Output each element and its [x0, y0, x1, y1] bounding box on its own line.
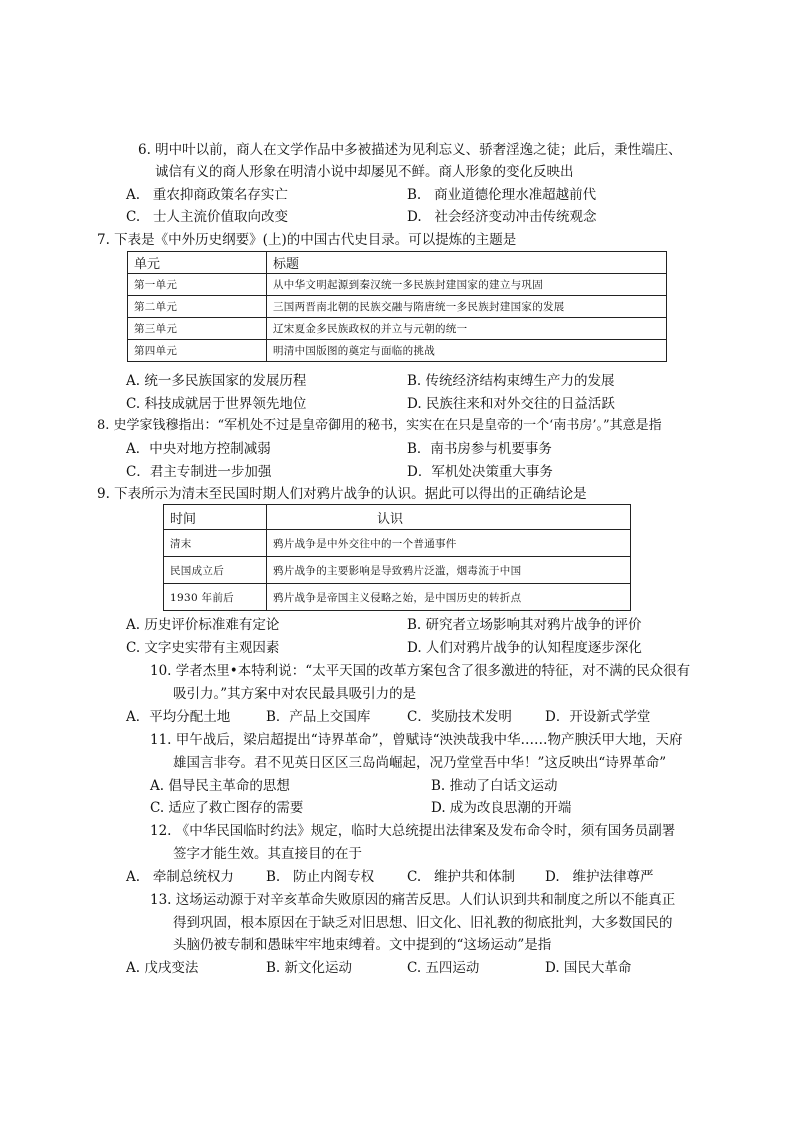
q12-stem-line2: 签字才能生效。其直接目的在于	[173, 846, 362, 862]
q8-option-d: D．军机处决策重大事务	[407, 464, 553, 480]
q7-option-d: D. 民族往来和对外交往的日益活跃	[407, 396, 615, 412]
q8-option-a: A．中央对地方控制减弱	[126, 441, 271, 457]
table-cell: 清末	[164, 530, 267, 557]
q12-option-c: C. 维护共和体制	[407, 869, 516, 885]
table-row	[128, 318, 667, 340]
table-header-cell: 单元	[128, 252, 267, 274]
q11-option-a: A. 倡导民主革命的思想	[150, 778, 290, 794]
q7-option-c: C. 科技成就居于世界领先地位	[126, 396, 307, 412]
q9-option-d: D. 人们对鸦片战争的认知程度逐步深化	[407, 640, 642, 656]
table-cell: 鸦片战争是帝国主义侵略之始，是中国历史的转折点	[267, 584, 631, 611]
q7-table	[127, 251, 667, 362]
table-cell: 辽宋夏金多民族政权的并立与元朝的统一	[267, 318, 667, 340]
q11-stem-line1: 11. 甲午战后，梁启超提出“诗界革命”，曾赋诗“泱泱哉我中华……物产腴沃甲大地，天府	[150, 732, 683, 748]
table-header-cell: 认识	[267, 505, 631, 530]
table-row	[164, 584, 631, 611]
q9-option-a: A. 历史评价标准难有定论	[126, 617, 280, 633]
table-cell: 第二单元	[128, 296, 267, 318]
q6-option-c: C. 士人主流价值取向改变	[126, 209, 289, 225]
q13-stem-line1: 13. 这场运动源于对辛亥革命失败原因的痛苦反思。人们认识到共和制度之所以不能真正	[150, 892, 676, 908]
q6-stem-line2: 诚信有义的商人形象在明清小说中却屡见不鲜。商人形象的变化反映出	[155, 164, 574, 180]
q11-option-b: B. 推动了白话文运动	[431, 778, 558, 794]
q10-stem-line1: 10. 学者杰里•本特利说：“太平天国的改革方案包含了很多激进的特征，对不满的民众很有	[150, 663, 691, 679]
table-header-row	[164, 505, 631, 530]
q13-option-d: D. 国民大革命	[545, 960, 632, 976]
q9-option-c: C. 文字史实带有主观因素	[126, 640, 280, 656]
q13-stem-line3: 头脑仍被专制和愚昧牢牢地束缚着。文中提到的“这场运动”是指	[173, 937, 552, 953]
table-header-cell: 标题	[267, 252, 667, 274]
table-cell: 鸦片战争是中外交往中的一个普通事件	[267, 530, 631, 557]
q9-table	[163, 504, 631, 611]
q11-stem-line2: 雄国言非夸。君不见英日区区三岛尚崛起，况乃堂堂吾中华！”这反映出“诗界革命”	[173, 755, 667, 771]
table-cell: 第三单元	[128, 318, 267, 340]
q6-option-b: B. 商业道德伦理水准超越前代	[407, 187, 597, 203]
q9-stem: 9. 下表所示为清末至民国时期人们对鸦片战争的认识。据此可以得出的正确结论是	[97, 486, 587, 502]
table-cell: 1930 年前后	[164, 584, 267, 611]
table-row	[164, 530, 631, 557]
table-row	[128, 340, 667, 362]
q6-option-a: A. 重农抑商政策名存实亡	[126, 187, 288, 203]
q12-stem-line1: 12. 《中华民国临时约法》规定，临时大总统提出法律案及发布命令时，须有国务员副署	[150, 823, 676, 839]
q11-option-d: D. 成为改良思潮的开端	[431, 800, 572, 816]
q8-option-c: C．君主专制进一步加强	[126, 464, 272, 480]
q9-option-b: B. 研究者立场影响其对鸦片战争的评价	[407, 617, 642, 633]
table-header-cell: 时间	[164, 505, 267, 530]
table-row	[128, 274, 667, 296]
q10-option-a: A．平均分配土地	[126, 709, 231, 725]
q6-stem-line1: 6. 明中叶以前，商人在文学作品中多被描述为见利忘义、骄奢淫逸之徒；此后，秉性端庄、	[138, 142, 682, 158]
table-cell: 明清中国版图的奠定与面临的挑战	[267, 340, 667, 362]
table-row	[128, 296, 667, 318]
q12-option-d: D. 维护法律尊严	[545, 869, 654, 885]
q10-option-b: B．产品上交国库	[266, 709, 371, 725]
q7-option-b: B. 传统经济结构束缚生产力的发展	[407, 373, 615, 389]
q13-option-b: B. 新文化运动	[266, 960, 353, 976]
table-cell: 鸦片战争的主要影响是导致鸦片泛滥，烟毒流于中国	[267, 557, 631, 584]
q13-option-a: A. 戊戌变法	[126, 960, 199, 976]
q11-option-c: C. 适应了救亡图存的需要	[150, 800, 304, 816]
q6-option-d: D. 社会经济变动冲击传统观念	[407, 209, 597, 225]
table-cell: 三国两晋南北朝的民族交融与隋唐统一多民族封建国家的发展	[267, 296, 667, 318]
table-row	[164, 557, 631, 584]
q10-option-d: D．开设新式学堂	[545, 709, 651, 725]
q13-stem-line2: 得到巩固，根本原因在于缺乏对旧思想、旧文化、旧礼教的彻底批判，大多数国民的	[173, 915, 673, 931]
q8-stem: 8. 史学家钱穆指出：“军机处不过是皇帝御用的秘书，实实在在只是皇帝的一个‘南书房’。”其意是指	[97, 418, 662, 433]
q10-option-c: C．奖励技术发明	[407, 709, 512, 725]
table-cell: 民国成立后	[164, 557, 267, 584]
q13-option-c: C. 五四运动	[407, 960, 480, 976]
table-header-row	[128, 252, 667, 274]
q7-option-a: A. 统一多民族国家的发展历程	[126, 373, 307, 389]
q12-option-b: B. 防止内阁专权	[266, 869, 375, 885]
q10-stem-line2: 吸引力。”其方案中对农民最具吸引力的是	[173, 686, 417, 702]
table-cell: 第一单元	[128, 274, 267, 296]
q12-option-a: A. 牵制总统权力	[126, 869, 234, 885]
table-cell: 从中华文明起源到秦汉统一多民族封建国家的建立与巩固	[267, 274, 667, 296]
table-cell: 第四单元	[128, 340, 267, 362]
q8-option-b: B．南书房参与机要事务	[407, 441, 552, 457]
q7-stem: 7. 下表是《中外历史纲要》(上)的中国古代史目录。可以提炼的主题是	[97, 232, 517, 248]
